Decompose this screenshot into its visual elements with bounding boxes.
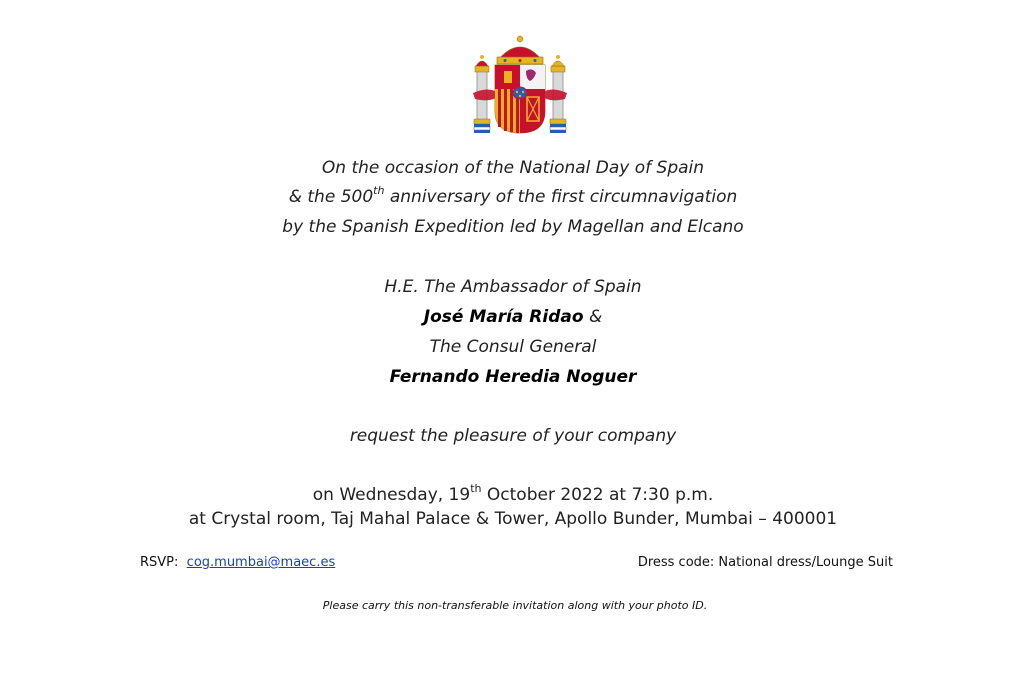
host-title-consul: The Consul General: [429, 337, 597, 357]
event-date-pre: on Wednesday, 19: [312, 485, 471, 505]
host-title-ambassador: H.E. The Ambassador of Spain: [384, 277, 642, 297]
event-date: [0, 482, 1026, 505]
crown: [497, 36, 543, 64]
host-name-ambassador-line: [0, 307, 1026, 327]
rsvp: [140, 555, 335, 570]
event-venue: at Crystal room, Taj Mahal Palace & Tower, Apollo Bunder, Mumbai – 400001: [188, 509, 838, 529]
id-note: Please carry this non-transferable invitation along with your photo ID.: [322, 599, 708, 612]
event-date-post: October 2022 at 7:30 p.m.: [481, 485, 714, 505]
ampersand: &: [583, 307, 603, 327]
spain-coat-of-arms-icon: [471, 33, 569, 137]
host-name-consul: Fernando Heredia Noguer: [389, 367, 637, 387]
date-ordinal-suffix: th: [470, 482, 482, 496]
occasion-line-2-post: anniversary of the first circumnavigation: [384, 187, 738, 207]
rsvp-email-link[interactable]: cog.mumbai@maec.es: [186, 555, 336, 570]
request-line: request the pleasure of your company: [349, 426, 677, 446]
occasion-line-1: On the occasion of the National Day of Spain: [321, 158, 705, 178]
shield: [495, 65, 545, 133]
rsvp-label: RSVP:: [140, 555, 179, 570]
dress-code: Dress code: National dress/Lounge Suit: [637, 555, 893, 570]
occasion-line-2: [0, 184, 1026, 207]
occasion-line-3: by the Spanish Expedition led by Magellan and Elcano: [282, 217, 744, 237]
host-name-ambassador: José María Ridao: [423, 307, 584, 327]
occasion-line-2-pre: & the 500: [288, 187, 374, 207]
ordinal-suffix: th: [373, 184, 385, 198]
